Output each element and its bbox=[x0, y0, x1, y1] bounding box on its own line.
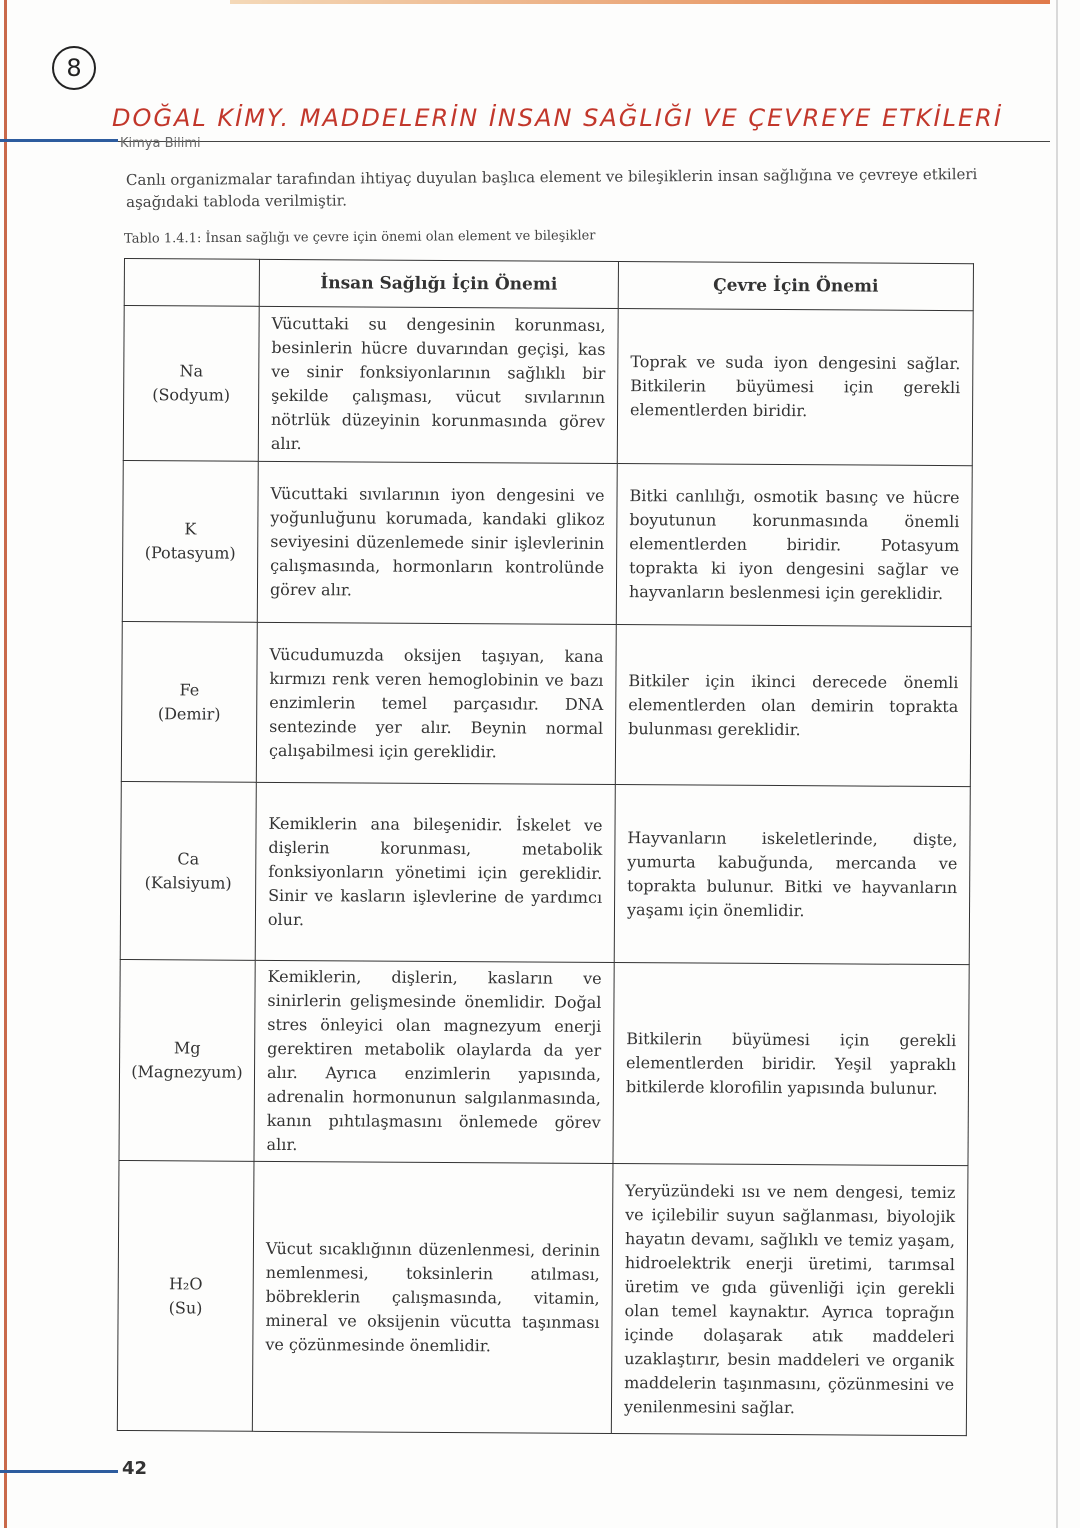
page-number-rule bbox=[0, 1470, 118, 1473]
health-cell: Kemiklerin ana bileşenidir. İskelet ve dişlerin korunması, metabolik fonksiyonların yönetimi için gereklidir. Sinir ve kasların işlevlerine de yardımcı olur. bbox=[255, 782, 615, 962]
header-health: İnsan Sağlığı İçin Önemi bbox=[259, 259, 618, 308]
header-environment: Çevre İçin Önemi bbox=[618, 262, 973, 311]
element-cell bbox=[123, 306, 259, 462]
element-cell bbox=[117, 1160, 254, 1431]
health-cell: Kemiklerin, dişlerin, kasların ve sinirlerin gelişmesinde önemlidir. Doğal stres önleyici olan magnezyum enerji gerektiren metabolik olaylarda da yer alır. Ayrıca enzimlerin yapısında, adrenalin hormonunun salgılanmasında, kanın pıhtılaşmasını önlemede görev alır. bbox=[254, 960, 614, 1163]
element-cell bbox=[120, 781, 256, 960]
element-symbol: H₂O bbox=[168, 1273, 203, 1293]
section-label: Kimya Bilimi bbox=[120, 136, 201, 151]
table-row bbox=[120, 781, 970, 964]
environment-cell: Toprak ve suda iyon dengesini sağlar. Bitkilerin büyümesi için gerekli elementlerden biridir. bbox=[617, 309, 973, 466]
handwritten-title: DOĞAL KİMY. MADDELERİN İNSAN SAĞLIĞI VE ÇEVREYE ETKİLERİ bbox=[112, 104, 1003, 132]
page-number: 42 bbox=[122, 1458, 148, 1479]
circled-page-annotation: 8 bbox=[52, 46, 96, 90]
element-name: (Sodyum) bbox=[152, 385, 231, 405]
element-name: (Su) bbox=[168, 1297, 203, 1317]
element-symbol: K bbox=[184, 519, 197, 539]
element-name: (Demir) bbox=[157, 703, 221, 724]
top-color-strip bbox=[230, 0, 1050, 4]
right-page-edge bbox=[1056, 0, 1058, 1528]
health-cell: Vücudumuzda oksijen taşıyan, kana kırmızı renk veren hemoglobinin ve bazı enzimlerin temel parçasıdır. DNA sentezinde yer alır. Beynin normal çalışabilmesi için gereklidir. bbox=[256, 622, 616, 784]
header-element bbox=[124, 259, 259, 307]
table-header-row bbox=[124, 259, 973, 311]
element-name: (Kalsiyum) bbox=[144, 872, 232, 893]
table-row bbox=[121, 621, 971, 786]
element-symbol: Na bbox=[179, 361, 204, 381]
elements-table bbox=[117, 258, 974, 1436]
environment-cell: Bitkiler için ikinci derecede önemli elementlerden olan demirin toprakta bulunması gereklidir. bbox=[615, 625, 971, 787]
element-symbol: Mg bbox=[173, 1038, 201, 1058]
element-cell bbox=[119, 959, 255, 1161]
element-cell bbox=[122, 460, 258, 622]
element-name: (Magnezyum) bbox=[131, 1062, 243, 1082]
environment-cell: Bitkilerin büyümesi için gerekli elementlerden biridir. Yeşil yapraklı bitkilerde klorofilin yapısında bulunur. bbox=[613, 963, 969, 1166]
element-name: (Potasyum) bbox=[144, 543, 236, 563]
health-cell: Vücuttaki su dengesinin korunması, besinlerin hücre duvarından geçişi, kas ve sinir fonksiyonlarının sağlıklı bir şekilde çalışması, vücut sıvılarının nötrlük düzeyinin korunmasında görev alır. bbox=[258, 306, 618, 463]
table-row bbox=[117, 1160, 968, 1435]
health-cell: Vücut sıcaklığının düzenlenmesi, derinin nemlenmesi, toksinlerin atılması, böbreklerin çalışmasında, vitamin, mineral ve oksijenin vücutta taşınması ve çözünmesinde önemlidir. bbox=[252, 1161, 613, 1433]
element-cell bbox=[121, 621, 257, 782]
table-caption: Tablo 1.4.1: İnsan sağlığı ve çevre için önemi olan element ve bileşikler bbox=[123, 228, 596, 247]
element-symbol: Fe bbox=[179, 679, 200, 699]
intro-paragraph: Canlı organizmalar tarafından ihtiyaç duyulan başlıca element ve bileşiklerin insan sağlığına ve çevreye etkileri aşağıdaki tabloda verilmiştir. bbox=[125, 165, 978, 212]
environment-cell: Hayvanların iskeletlerinde, dişte, yumurta kabuğunda, mercanda ve toprakta bulunur. Bitki ve hayvanların yaşamı için önemlidir. bbox=[614, 785, 970, 965]
table-row bbox=[119, 959, 969, 1165]
health-cell: Vücuttaki sıvılarının iyon dengesini ve yoğunluğunu korumada, kandaki glikoz seviyesini düzenlemede sinir işlevlerinin çalışmasında, hormonların kontrolünde görev alır. bbox=[257, 461, 617, 624]
environment-cell: Yeryüzündeki ısı ve nem dengesi, temiz ve içilebilir suyun sağlanması, biyolojik hayatın devamı, sağlıklı ve temiz yaşam, hidroelektrik enerji üretimi, tarımsal üretim ve gıda güvenliği için gerekli olan temel kaynaktır. Ayrıca toprağın içinde dolaşarak atık maddeleri uzaklaştırır, besin maddeleri ve organik maddelerin taşınmasını, çözünmesini ve yenilenmesini sağlar. bbox=[611, 1164, 968, 1436]
table-row bbox=[123, 306, 973, 466]
table-row bbox=[122, 460, 972, 626]
left-page-edge bbox=[4, 0, 7, 1528]
environment-cell: Bitki canlılığı, osmotik basınç ve hücre boyutunun korunmasında önemli elementlerden biridir. Potasyum toprakta ki iyon dengesini sağlar ve hayvanların beslenmesi için gereklidir. bbox=[616, 464, 972, 627]
element-symbol: Ca bbox=[177, 848, 200, 868]
title-rule-accent bbox=[0, 139, 118, 142]
